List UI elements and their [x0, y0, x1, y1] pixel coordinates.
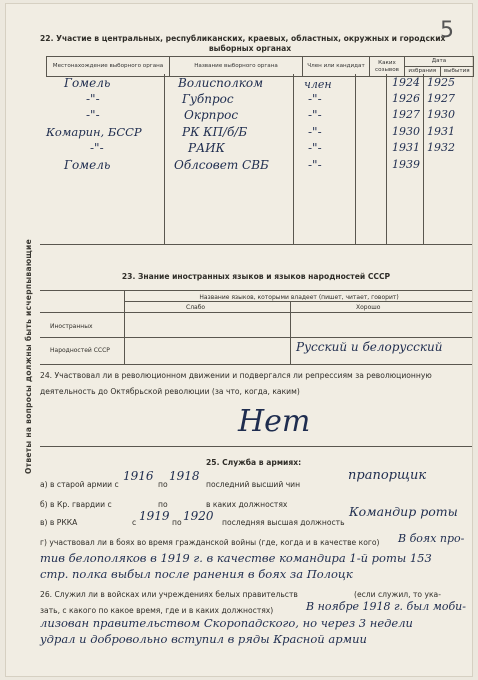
column-divider — [386, 74, 387, 244]
civil-war-question: г) участвовал ли в боях во время гражданской войны (где, когда и в качестве кого) — [40, 538, 380, 547]
col-member-header: Член или кандидат — [303, 57, 370, 77]
row-member: -"- — [308, 125, 322, 139]
col-left-header: выбытия — [440, 67, 474, 77]
row-body-name: РК КП/б/Б — [182, 125, 248, 139]
red-guard-label: б) в Кр. гвардии с — [40, 500, 112, 509]
row-left: 1930 — [427, 108, 455, 121]
row-body-name: Волисполком — [178, 76, 264, 90]
white-service-question-2: зать, с какого по какое время, где и в каких должностях) — [40, 606, 274, 615]
row-body-name: Окрпрос — [184, 108, 239, 122]
languages-header: Название языков, которыми владеет (пишет, читает, говорит) — [199, 294, 399, 301]
civil-war-answer-1: В боях про- — [398, 532, 465, 545]
rkka-label: в) в РККА — [40, 518, 78, 527]
divider — [40, 244, 472, 245]
row-elected: 1926 — [392, 92, 420, 105]
row-elected: 1927 — [392, 108, 420, 121]
rkka-position-label: последняя высшая должность — [222, 518, 345, 527]
rkka-from-label: с — [132, 518, 137, 527]
row-member: -"- — [308, 108, 322, 122]
divider — [124, 301, 472, 302]
old-army-to: 1918 — [169, 469, 200, 483]
row-left: 1931 — [427, 125, 455, 138]
white-service-answer-3: удрал и добровольно вступил в ряды Красной армии — [40, 632, 367, 646]
divider — [40, 337, 472, 338]
divider — [40, 312, 472, 313]
good-header: Хорошо — [356, 304, 381, 311]
row-body-name: Губпрос — [182, 92, 234, 106]
row-elected: 1939 — [392, 158, 420, 171]
section-24-line-2: деятельность до Октябрьской революции (за что, когда, каким) — [40, 387, 300, 396]
questionnaire-page — [6, 4, 472, 676]
weak-header: Слабо — [186, 304, 206, 311]
row-member: -"- — [308, 92, 322, 106]
red-guard-position-label: в каких должностях — [206, 500, 288, 509]
section-22-title-line-2: выборных органах — [208, 44, 292, 53]
row-elected: 1924 — [392, 76, 420, 89]
col-elected-header: избрания — [405, 67, 441, 77]
white-service-answer-2: лизован правительством Скоропадского, но через 3 недели — [40, 616, 413, 630]
civil-war-answer-2: тив белополяков в 1919 г. в качестве командира 1-й роты 153 — [40, 551, 432, 565]
row-elected: 1931 — [392, 141, 420, 154]
section-25-title: 25. Служба в армиях: — [206, 458, 302, 467]
rkka-from: 1919 — [139, 509, 170, 523]
row-member: член — [304, 78, 332, 91]
row-member: -"- — [308, 158, 322, 172]
col-location-header: Местонахождение выборного органа — [47, 57, 170, 77]
white-service-question-1b: (если служил, то ука- — [354, 590, 441, 599]
row-location: -"- — [86, 92, 100, 106]
page-number: 5 — [440, 18, 454, 43]
col-dates-header: Дата — [405, 57, 474, 67]
row-member: -"- — [308, 141, 322, 155]
rkka-to: 1920 — [183, 509, 214, 523]
civil-war-answer-3: стр. полка выбыл после ранения в боях за Полоцк — [40, 567, 353, 581]
side-note-text: Ответы на вопросы должны быть исчерпывающие — [24, 239, 33, 474]
old-army-from: 1916 — [123, 469, 154, 483]
elected-bodies-table — [46, 56, 474, 77]
section-24-answer: Нет — [238, 404, 311, 439]
column-divider — [124, 291, 125, 365]
row-location: -"- — [90, 141, 104, 155]
old-army-to-label: по — [158, 480, 168, 489]
row-location: Гомель — [64, 76, 111, 90]
row-body-name: РАИК — [188, 141, 225, 155]
column-divider — [423, 74, 424, 244]
divider — [40, 290, 472, 291]
row-body-name: Облсовет СВБ — [174, 158, 269, 172]
row-location: -"- — [86, 108, 100, 122]
old-army-label: а) в старой армии с — [40, 480, 119, 489]
section-22-title — [40, 34, 460, 54]
col-convocation-header: Каких созывов — [370, 57, 405, 77]
col-name-header: Название выборного органа — [170, 57, 303, 77]
white-service-question-1: 26. Служил ли в войсках или учреждениях белых правительств — [40, 590, 298, 599]
row-left: 1932 — [427, 141, 455, 154]
section-24-line-1: 24. Участвовал ли в революционном движении и подвергался ли репрессиям за революционную — [40, 371, 432, 380]
row-left: 1925 — [427, 76, 455, 89]
column-divider — [293, 74, 294, 244]
divider — [40, 446, 472, 447]
old-army-rank-label: последний высший чин — [206, 480, 301, 489]
column-divider — [164, 74, 165, 244]
section-23-title: 23. Знание иностранных языков и языков народностей СССР — [121, 272, 391, 281]
row-elected: 1930 — [392, 125, 420, 138]
row-left: 1927 — [427, 92, 455, 105]
row-location: Комарин, БССР — [46, 125, 142, 139]
white-service-answer-1: В ноябре 1918 г. был моби- — [306, 600, 466, 613]
ussr-languages-label: Народностей СССР — [50, 347, 110, 354]
divider — [40, 364, 472, 365]
red-guard-to-label: по — [158, 500, 168, 509]
section-24-question — [40, 371, 472, 397]
rkka-position: Командир роты — [349, 504, 458, 519]
foreign-languages-label: Иностранных — [50, 323, 93, 330]
ussr-languages-answer: Русский и белорусский — [296, 340, 443, 354]
row-location: Гомель — [64, 158, 111, 172]
rkka-to-label: по — [172, 518, 182, 527]
old-army-rank: прапорщик — [348, 468, 427, 483]
section-22-title-line-1: 22. Участие в центральных, республиканских, краевых, областных, окружных и городских — [40, 34, 446, 43]
column-divider — [355, 74, 356, 244]
